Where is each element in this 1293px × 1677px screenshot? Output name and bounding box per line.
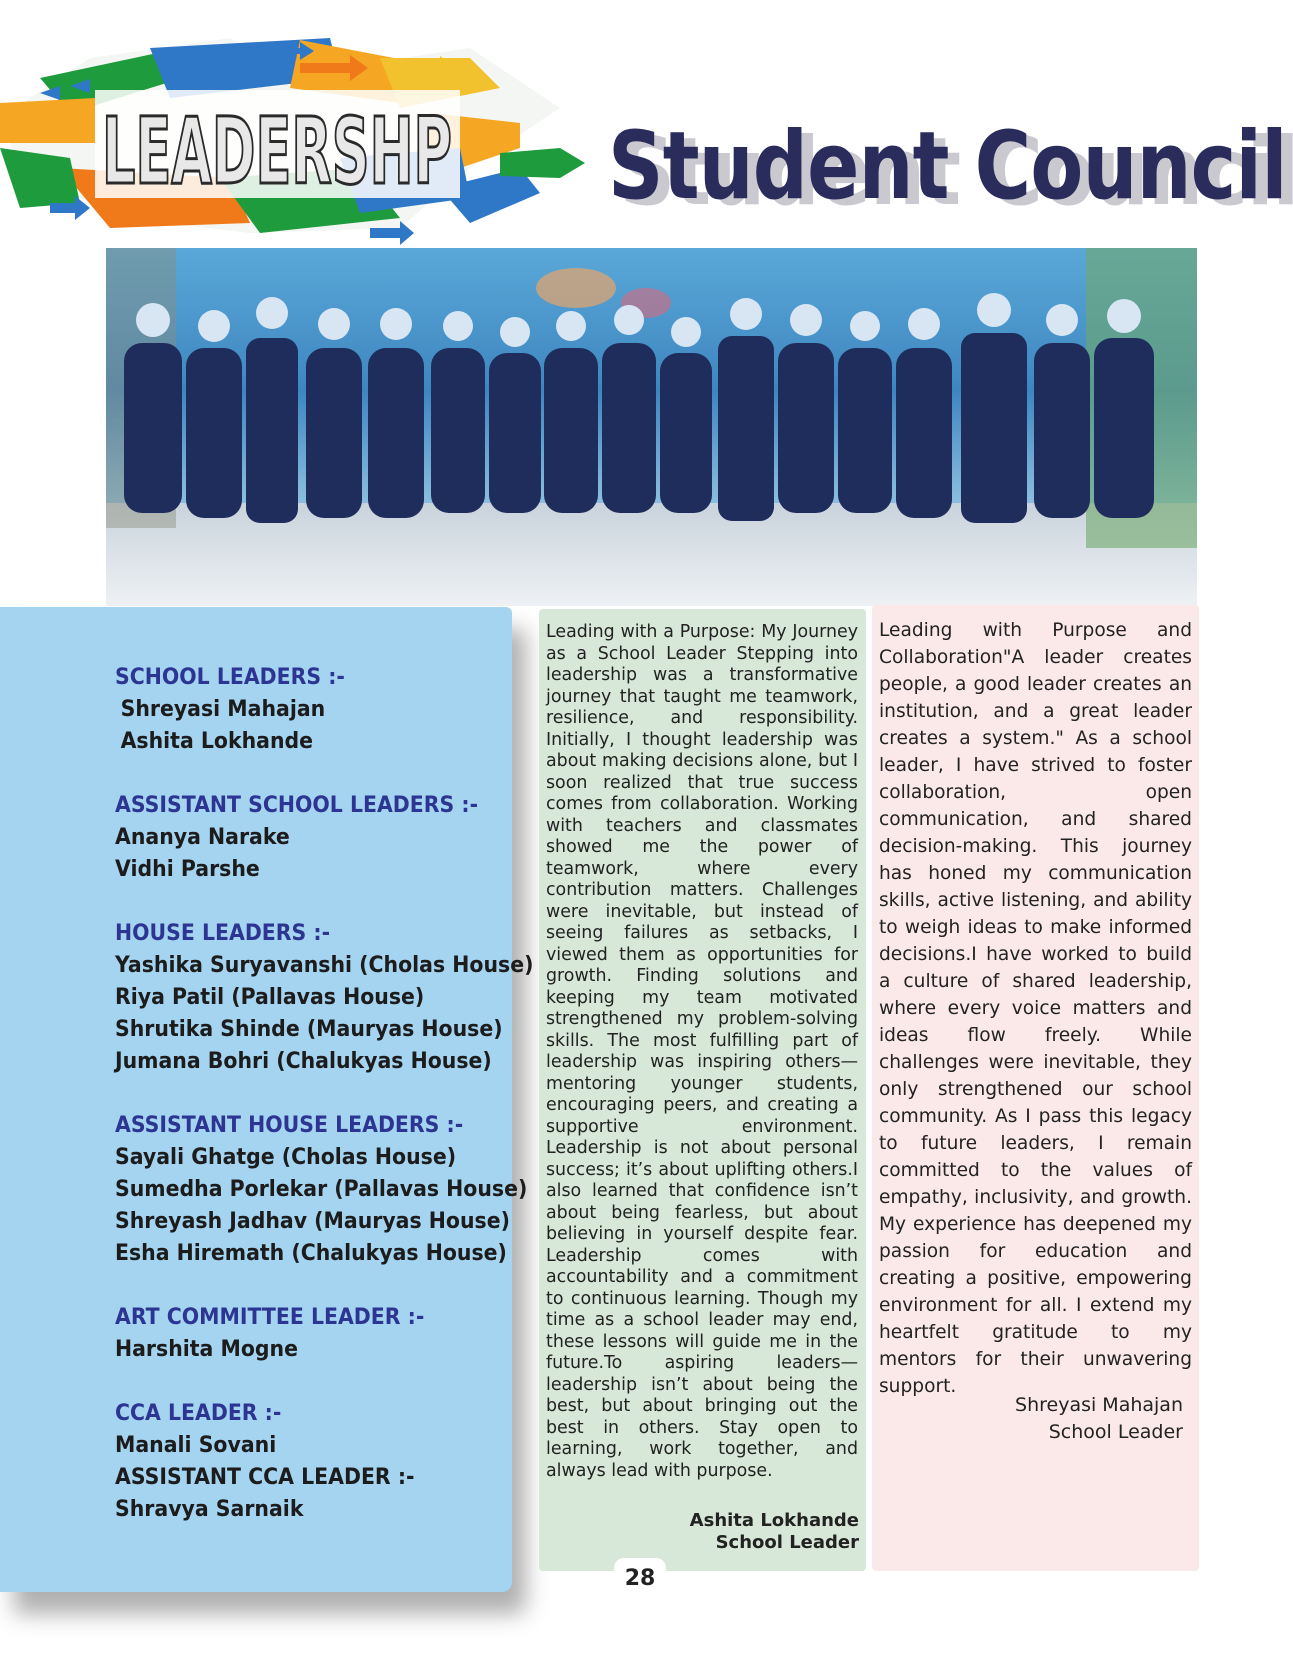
- leader-name: Riya Patil (Pallavas House): [115, 985, 425, 1010]
- leader-name: Harshita Mogne: [115, 1337, 298, 1362]
- leader-name: Esha Hiremath (Chalukyas House): [115, 1241, 507, 1266]
- art-committee-group: [115, 1302, 515, 1366]
- leader-name: Vidhi Parshe: [115, 857, 260, 882]
- school-leaders-heading: SCHOOL LEADERS :-: [115, 665, 345, 690]
- author-role: School Leader: [715, 1532, 859, 1553]
- article-body: Leading with a Purpose: My Journey as a School Leader Stepping into leadership was a transformative journey that taught me teamwork, resilience, and responsibility. Initially, I thought leadership was about making decisions alone, but I soon realized that true success comes from collaboration. Working with teachers and classmates showed me the power of teamwork, where every contribution matters. Challenges were inevitable, but instead of seeing failures as setbacks, I viewed them as opportunities for growth. Finding solutions and keeping my team motivated strengthened my problem-solving skills. The most fulfilling part of leadership was inspiring others—mentoring younger students, encouraging peers, and creating a supportive environment. Leadership is not about personal success; it’s about uplifting others.I also learned that confidence isn’t about being fearless, but about believing in yourself despite fear. Leadership comes with accountability and a commitment to continuous learning. Though my time as a school leader may end, these lessons will guide me in the future.To aspiring leaders—leadership isn’t about being the best, but about bringing out the best in others. Stay open to learning, work together, and always lead with purpose.: [546, 622, 858, 1481]
- group-photo: [106, 248, 1197, 606]
- house-leaders-group: [115, 918, 534, 1078]
- leader-name: Shreyasi Mahajan: [120, 697, 326, 722]
- assistant-house-leaders-group: [115, 1110, 528, 1270]
- assistant-school-leaders-heading: ASSISTANT SCHOOL LEADERS :-: [115, 793, 479, 818]
- leader-name: Manali Sovani: [115, 1433, 277, 1458]
- school-leaders-group: [115, 662, 515, 758]
- leaders-list: [115, 662, 534, 1526]
- assistant-school-leaders-group: [115, 790, 515, 886]
- art-committee-heading: ART COMMITTEE LEADER :-: [115, 1305, 425, 1330]
- page-number: 28: [624, 1566, 656, 1591]
- house-leaders-heading: HOUSE LEADERS :-: [115, 921, 331, 946]
- photo-icon: [106, 248, 1197, 606]
- author-name: Shreyasi Mahajan: [1015, 1394, 1183, 1416]
- author-name: Ashita Lokhande: [689, 1510, 859, 1531]
- assistant-house-leaders-heading: ASSISTANT HOUSE LEADERS :-: [115, 1113, 464, 1138]
- leader-name: Sayali Ghatge (Cholas House): [115, 1145, 457, 1170]
- leadership-banner: [0, 18, 600, 248]
- leader-name: Sumedha Porlekar (Pallavas House): [115, 1177, 528, 1202]
- banner-word: LEADERSHP: [102, 98, 452, 205]
- arrows-graphic: [0, 18, 600, 248]
- leader-name: Shreyash Jadhav (Mauryas House): [115, 1209, 510, 1234]
- leader-name: Jumana Bohri (Chalukyas House): [115, 1049, 492, 1074]
- article-signature: [1015, 1392, 1183, 1446]
- author-role: School Leader: [1048, 1421, 1183, 1443]
- article-signature: [690, 1510, 859, 1554]
- cca-group: [115, 1398, 515, 1526]
- leader-name: Ashita Lokhande: [120, 729, 314, 754]
- article-body: Leading with Purpose and Collaboration"A leader creates people, a good leader creates an institution, and a great leader creates a system." As a school leader, I have strived to foster collaboration, open communication, and shared decision-making. This journey has honed my communication skills, active listening, and ability to weigh ideas to make informed decisions.I have worked to build a culture of shared leadership, where every voice matters and ideas flow freely. While challenges were inevitable, they only strengthened our school community. As I pass this legacy to future leaders, I remain committed to the values of empathy, inclusivity, and growth. My experience has deepened my passion for education and creating a positive, empowering environment for all. I extend my heartfelt gratitude to my mentors for their unwavering support.: [879, 620, 1192, 1397]
- leader-name: Yashika Suryavanshi (Cholas House): [115, 953, 534, 978]
- page-title: Student Council: [608, 112, 1287, 221]
- assistant-cca-heading: ASSISTANT CCA LEADER :-: [115, 1465, 415, 1490]
- leader-name: Ananya Narake: [115, 825, 290, 850]
- leader-name: Shravya Sarnaik: [115, 1497, 304, 1522]
- leader-name: Shrutika Shinde (Mauryas House): [115, 1017, 503, 1042]
- cca-heading: CCA LEADER :-: [115, 1401, 282, 1426]
